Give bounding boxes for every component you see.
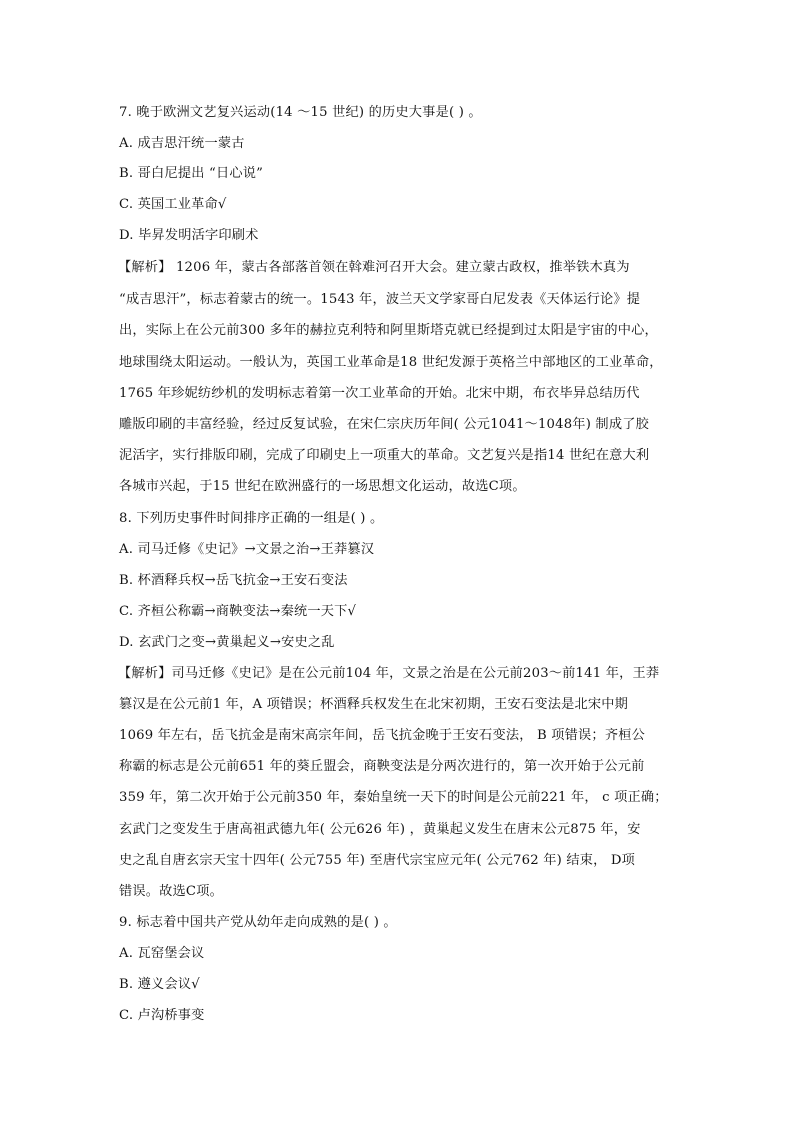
- q7-analysis-line: 泥活字，实行排版印刷，完成了印刷史上一项重大的革命。文艺复兴是指14 世纪在意大利: [119, 448, 650, 463]
- q7-analysis-line: 各城市兴起，于15 世纪在欧洲盛行的一场思想文化运动，故选C项。: [119, 479, 526, 494]
- q8-analysis-line: 359 年，第二次开始于公元前350 年，秦始皇统一天下的时间是公元前221 年， c 项正确；: [119, 790, 668, 805]
- q9-option-c: C. 卢沟桥事变: [119, 1008, 205, 1023]
- q8-option-c: C. 齐桓公称霸→商鞅变法→秦统一天下√: [119, 604, 357, 619]
- q7-stem: 7. 晚于欧洲文艺复兴运动(14 ～15 世纪) 的历史大事是( ) 。: [119, 105, 482, 120]
- q8-analysis-line: 【解析】司马迁修《史记》是在公元前104 年，文景之治是在公元前203～前141 年，王莽: [118, 666, 660, 681]
- q9-stem: 9. 标志着中国共产党从幼年走向成熟的是( ) 。: [119, 915, 397, 930]
- q7-option-b: B. 哥白尼提出 “日心说”: [119, 166, 264, 181]
- q7-analysis-line: “成吉思汗”，标志着蒙古的统一。1543 年，波兰天文学家哥白尼发表《天体运行论》提: [119, 292, 641, 307]
- q7-analysis-line: 1765 年珍妮纺纱机的发明标志着第一次工业革命的开始。北宋中期，布衣毕异总结历代: [119, 386, 640, 401]
- q8-stem: 8. 下列历史事件时间排序正确的一组是( ) 。: [119, 511, 384, 526]
- q8-analysis-line: 玄武门之变发生于唐高祖武德九年( 公元626 年) ，黄巢起义发生在唐末公元875 年，安: [119, 822, 641, 837]
- q8-option-a: A. 司马迁修《史记》→文景之治→王莽篡汉: [119, 542, 375, 557]
- q7-option-d: D. 毕昇发明活字印刷术: [119, 228, 259, 243]
- q8-analysis-line: 篡汉是在公元前1 年，A 项错误；杯酒释兵权发生在北宋初期，王安石变法是北宋中期: [119, 697, 629, 712]
- q8-analysis-line: 1069 年左右，岳飞抗金是南宋高宗年间，岳飞抗金晚于王安石变法， B 项错误；齐桓公: [119, 728, 645, 743]
- q9-option-b: B. 遵义会议√: [119, 977, 200, 992]
- q8-analysis-line: 史之乱自唐玄宗天宝十四年( 公元755 年) 至唐代宗宝应元年( 公元762 年) 结束， D项: [119, 853, 636, 868]
- q8-analysis-line: 错误。故选C项。: [119, 884, 224, 899]
- q7-option-c: C. 英国工业革命√: [119, 197, 227, 212]
- q7-analysis-line: 雕版印刷的丰富经验，经过反复试验，在宋仁宗庆历年间( 公元1041～1048年) 制成了胶: [119, 417, 649, 432]
- q8-analysis-line: 称霸的标志是公元前651 年的葵丘盟会，商鞅变法是分两次进行的，第一次开始于公元前: [119, 759, 645, 774]
- q7-analysis-line: 出，实际上在公元前300 多年的赫拉克利特和阿里斯塔克就已经提到过太阳是宇宙的中心，: [119, 323, 658, 338]
- q8-option-d: D. 玄武门之变→黄巢起义→安史之乱: [119, 635, 335, 650]
- q8-option-b: B. 杯酒释兵权→岳飞抗金→王安石变法: [119, 573, 348, 588]
- q9-option-a: A. 瓦窑堡会议: [119, 946, 205, 961]
- q7-analysis-line: 地球围绕太阳运动。一般认为，英国工业革命是18 世纪发源于英格兰中部地区的工业革命，: [119, 355, 663, 370]
- q7-analysis-line: 【解析】 1206 年，蒙古各部落首领在斡难河召开大会。建立蒙古政权，推举铁木真为: [118, 260, 630, 275]
- q7-option-a: A. 成吉思汗统一蒙古: [119, 136, 245, 151]
